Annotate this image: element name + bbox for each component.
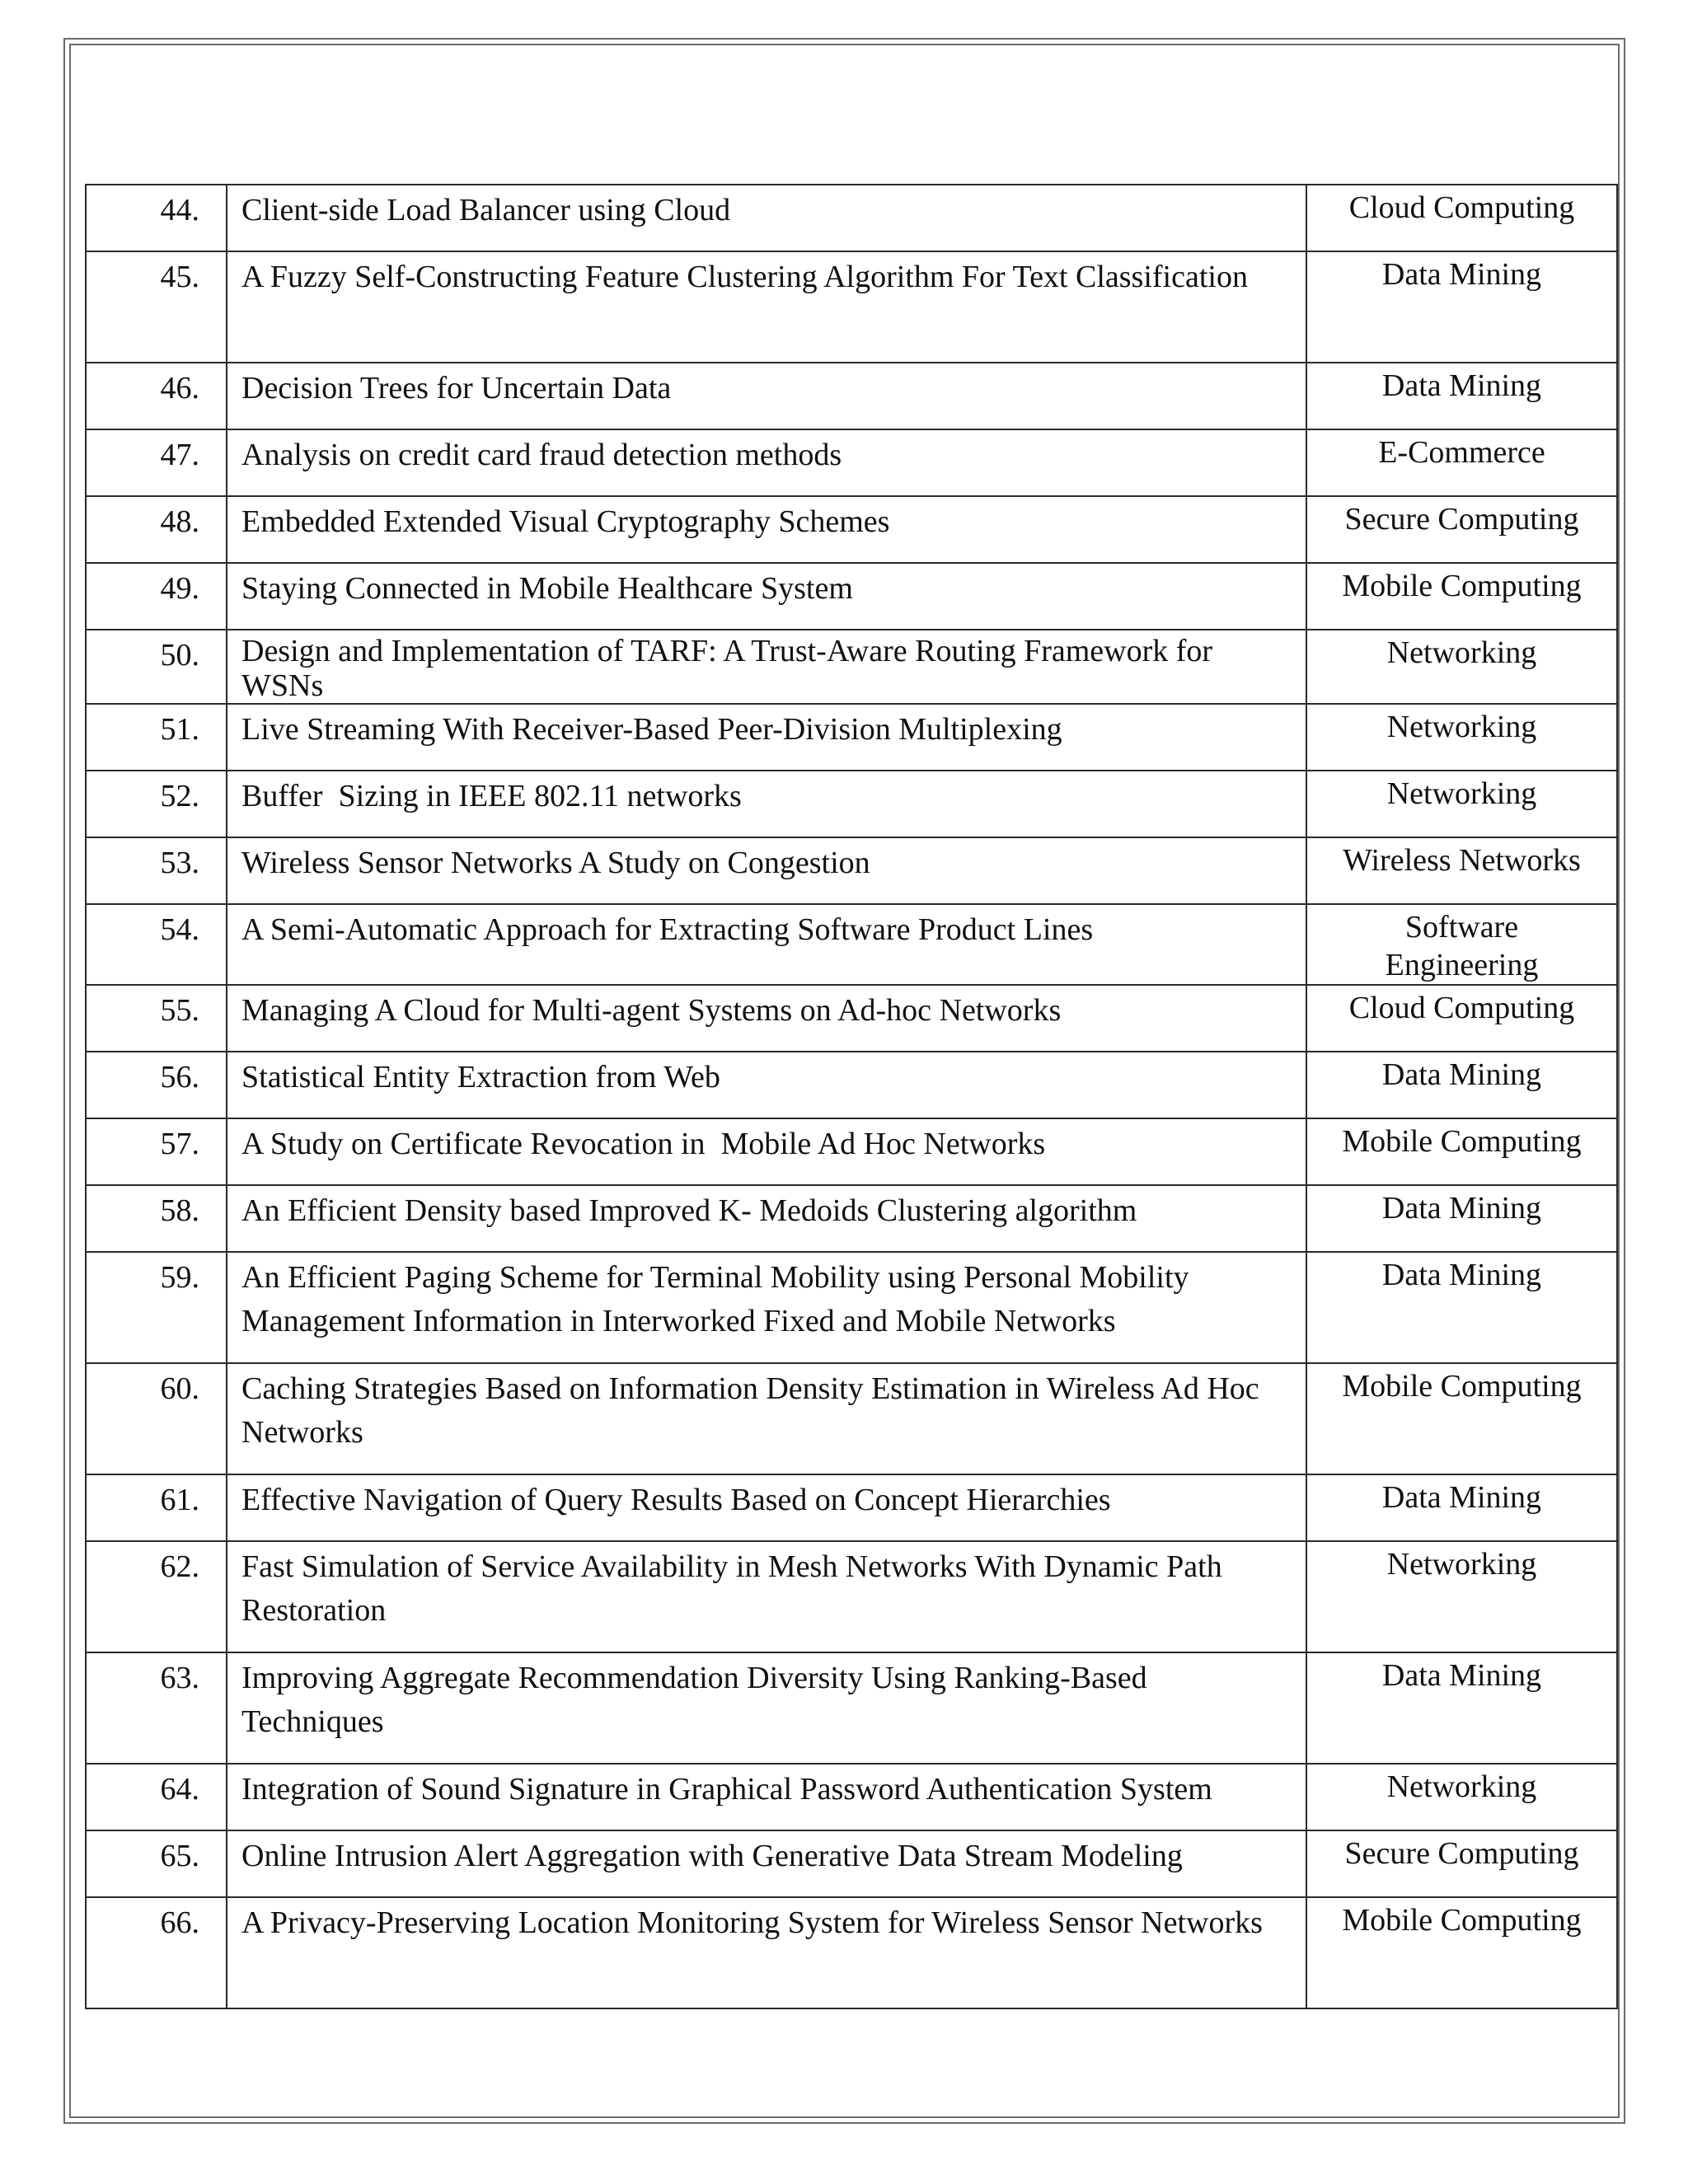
- table-row: [86, 771, 1617, 837]
- table-row: [86, 1363, 1617, 1474]
- project-category: Networking: [1306, 1541, 1617, 1652]
- row-number: 58.: [86, 1185, 227, 1252]
- project-title: Improving Aggregate Recommendation Diversity Using Ranking-Based Techniques: [227, 1652, 1306, 1764]
- project-title: Managing A Cloud for Multi-agent Systems on Ad-hoc Networks: [227, 985, 1306, 1052]
- project-category: Mobile Computing: [1306, 1363, 1617, 1474]
- project-category: Networking: [1306, 1764, 1617, 1830]
- project-category: Cloud Computing: [1306, 985, 1617, 1052]
- row-number: 55.: [86, 985, 227, 1052]
- project-title: Effective Navigation of Query Results Based on Concept Hierarchies: [227, 1474, 1306, 1541]
- table-row: [86, 1185, 1617, 1252]
- table-row: [86, 1474, 1617, 1541]
- table-row: [86, 496, 1617, 563]
- project-title: A Study on Certificate Revocation in Mobile Ad Hoc Networks: [227, 1118, 1306, 1185]
- project-title: Caching Strategies Based on Information Density Estimation in Wireless Ad Hoc Networks: [227, 1363, 1306, 1474]
- row-number: 51.: [86, 704, 227, 771]
- project-category: Networking: [1306, 630, 1617, 704]
- row-number: 52.: [86, 771, 227, 837]
- table-row: [86, 985, 1617, 1052]
- row-number: 62.: [86, 1541, 227, 1652]
- project-category: Data Mining: [1306, 1052, 1617, 1118]
- project-category: Secure Computing: [1306, 1830, 1617, 1897]
- project-title: Design and Implementation of TARF: A Trust-Aware Routing Framework for WSNs: [227, 630, 1306, 704]
- project-title: Buffer Sizing in IEEE 802.11 networks: [227, 771, 1306, 837]
- project-category: Data Mining: [1306, 1474, 1617, 1541]
- table-row: [86, 429, 1617, 496]
- table-row: [86, 1541, 1617, 1652]
- row-number: 56.: [86, 1052, 227, 1118]
- row-number: 50.: [86, 630, 227, 704]
- project-title: Client-side Load Balancer using Cloud: [227, 185, 1306, 251]
- project-title: Live Streaming With Receiver-Based Peer-Division Multiplexing: [227, 704, 1306, 771]
- row-number: 61.: [86, 1474, 227, 1541]
- project-category: Secure Computing: [1306, 496, 1617, 563]
- project-category: Mobile Computing: [1306, 1897, 1617, 2008]
- table-row: [86, 630, 1617, 704]
- row-number: 63.: [86, 1652, 227, 1764]
- row-number: 48.: [86, 496, 227, 563]
- project-category: Data Mining: [1306, 1185, 1617, 1252]
- row-number: 54.: [86, 904, 227, 985]
- project-title: An Efficient Paging Scheme for Terminal Mobility using Personal Mobility Management Information in Interworked Fixed and Mobile Networks: [227, 1252, 1306, 1363]
- row-number: 64.: [86, 1764, 227, 1830]
- project-category: Software Engineering: [1306, 904, 1617, 985]
- table-row: [86, 1830, 1617, 1897]
- table-row: [86, 363, 1617, 429]
- row-number: 46.: [86, 363, 227, 429]
- table-row: [86, 1764, 1617, 1830]
- project-category: Mobile Computing: [1306, 1118, 1617, 1185]
- project-category: Data Mining: [1306, 1652, 1617, 1764]
- project-title: Wireless Sensor Networks A Study on Congestion: [227, 837, 1306, 904]
- table-row: [86, 1052, 1617, 1118]
- table-row: [86, 1652, 1617, 1764]
- table-row: [86, 704, 1617, 771]
- row-number: 60.: [86, 1363, 227, 1474]
- project-category: Wireless Networks: [1306, 837, 1617, 904]
- project-category: Mobile Computing: [1306, 563, 1617, 630]
- table-row: [86, 904, 1617, 985]
- project-category: Data Mining: [1306, 1252, 1617, 1363]
- project-title: An Efficient Density based Improved K- Medoids Clustering algorithm: [227, 1185, 1306, 1252]
- project-title: Integration of Sound Signature in Graphical Password Authentication System: [227, 1764, 1306, 1830]
- project-category: E-Commerce: [1306, 429, 1617, 496]
- row-number: 45.: [86, 251, 227, 363]
- row-number: 59.: [86, 1252, 227, 1363]
- project-title: Statistical Entity Extraction from Web: [227, 1052, 1306, 1118]
- project-category: Networking: [1306, 771, 1617, 837]
- table-row: [86, 837, 1617, 904]
- table-row: [86, 1118, 1617, 1185]
- project-title: Fast Simulation of Service Availability in Mesh Networks With Dynamic Path Restoration: [227, 1541, 1306, 1652]
- project-table: [85, 184, 1618, 2009]
- project-title: Analysis on credit card fraud detection methods: [227, 429, 1306, 496]
- table-row: [86, 251, 1617, 363]
- project-category: Data Mining: [1306, 363, 1617, 429]
- row-number: 65.: [86, 1830, 227, 1897]
- project-category: Networking: [1306, 704, 1617, 771]
- project-title: Staying Connected in Mobile Healthcare System: [227, 563, 1306, 630]
- table-row: [86, 563, 1617, 630]
- row-number: 66.: [86, 1897, 227, 2008]
- project-title: A Fuzzy Self-Constructing Feature Clustering Algorithm For Text Classification: [227, 251, 1306, 363]
- project-category: Data Mining: [1306, 251, 1617, 363]
- row-number: 47.: [86, 429, 227, 496]
- row-number: 57.: [86, 1118, 227, 1185]
- project-title: A Semi-Automatic Approach for Extracting Software Product Lines: [227, 904, 1306, 985]
- project-title: Embedded Extended Visual Cryptography Schemes: [227, 496, 1306, 563]
- table-row: [86, 1252, 1617, 1363]
- table-row: [86, 185, 1617, 251]
- project-title: Decision Trees for Uncertain Data: [227, 363, 1306, 429]
- project-category: Cloud Computing: [1306, 185, 1617, 251]
- project-title: A Privacy-Preserving Location Monitoring System for Wireless Sensor Networks: [227, 1897, 1306, 2008]
- project-title: Online Intrusion Alert Aggregation with Generative Data Stream Modeling: [227, 1830, 1306, 1897]
- row-number: 49.: [86, 563, 227, 630]
- row-number: 44.: [86, 185, 227, 251]
- row-number: 53.: [86, 837, 227, 904]
- table-row: [86, 1897, 1617, 2008]
